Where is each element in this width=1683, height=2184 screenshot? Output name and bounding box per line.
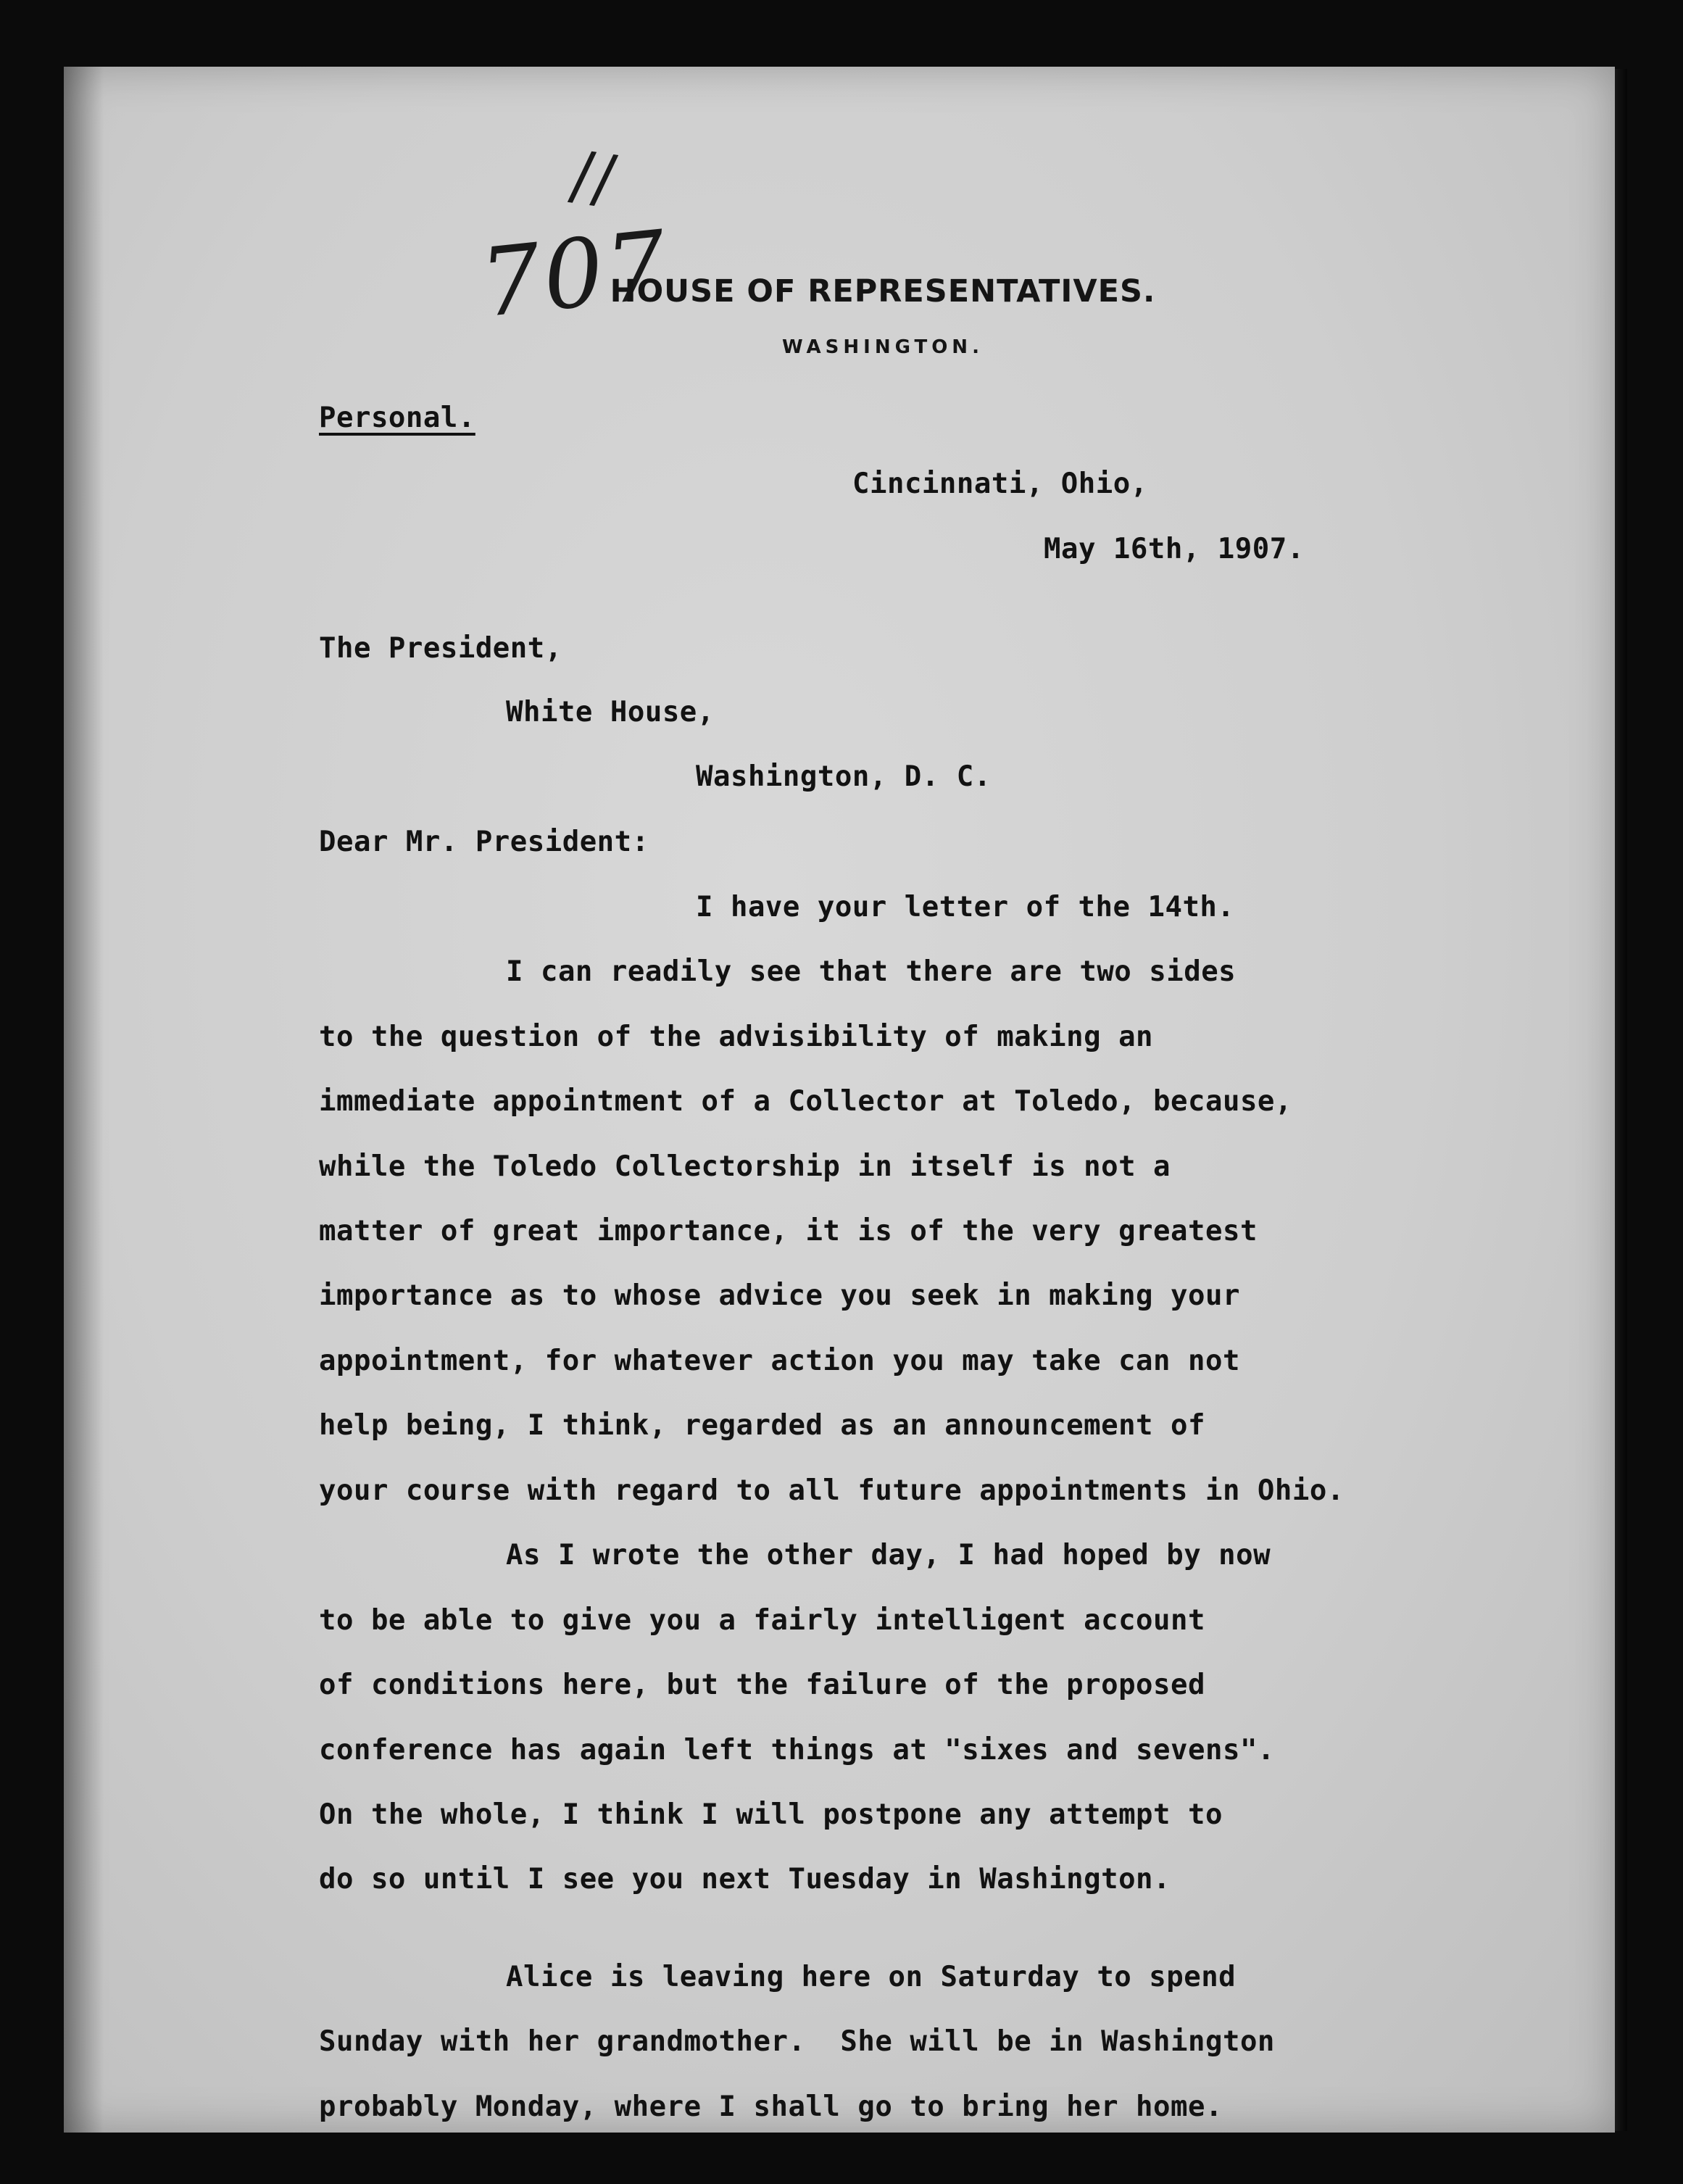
personal-marking: Personal. [319, 402, 475, 434]
body-line: I can readily see that there are two sides [506, 955, 1237, 988]
recipient-line-1: The President, [319, 632, 562, 665]
archive-number: 707 [475, 209, 675, 339]
recipient-line-3: Washington, D. C. [696, 760, 992, 793]
body-line: to the question of the advisibility of making an [319, 1021, 1154, 1053]
letterhead-organization: HOUSE OF REPRESENTATIVES. [610, 273, 1156, 310]
archive-mark: // [565, 136, 620, 218]
body-line: probably Monday, where I shall go to bring her home. [319, 2090, 1223, 2123]
letter-date: May 16th, 1907. [1044, 533, 1305, 565]
body-line: I have your letter of the 14th. [696, 891, 1235, 923]
body-line: help being, I think, regarded as an announcement of [319, 1409, 1205, 1442]
body-line: As I wrote the other day, I had hoped by now [506, 1539, 1271, 1571]
body-line: to be able to give you a fairly intelligent account [319, 1604, 1205, 1637]
body-line: immediate appointment of a Collector at Toledo, because, [319, 1085, 1292, 1118]
body-line: your course with regard to all future appointments in Ohio. [319, 1474, 1345, 1507]
body-line: On the whole, I think I will postpone any attempt to [319, 1798, 1223, 1831]
body-line: while the Toledo Collectorship in itself is not a [319, 1150, 1171, 1183]
page-shade [64, 67, 104, 2133]
body-line: Sunday with her grandmother. She will be in Washington [319, 2025, 1275, 2058]
body-line: matter of great importance, it is of the very greatest [319, 1215, 1258, 1247]
body-line: of conditions here, but the failure of the proposed [319, 1669, 1205, 1701]
letter-page [64, 67, 1615, 2133]
body-line: importance as to whose advice you seek in making your [319, 1279, 1240, 1312]
letter-place: Cincinnati, Ohio, [852, 468, 1148, 500]
body-line: conference has again left things at "sixes and sevens". [319, 1734, 1275, 1766]
body-line: do so until I see you next Tuesday in Washington. [319, 1863, 1171, 1896]
salutation: Dear Mr. President: [319, 826, 649, 858]
recipient-line-2: White House, [506, 696, 715, 728]
letterhead-city: WASHINGTON. [782, 336, 984, 358]
body-line: appointment, for whatever action you may take can not [319, 1345, 1240, 1377]
body-line: Alice is leaving here on Saturday to spend [506, 1961, 1237, 1993]
